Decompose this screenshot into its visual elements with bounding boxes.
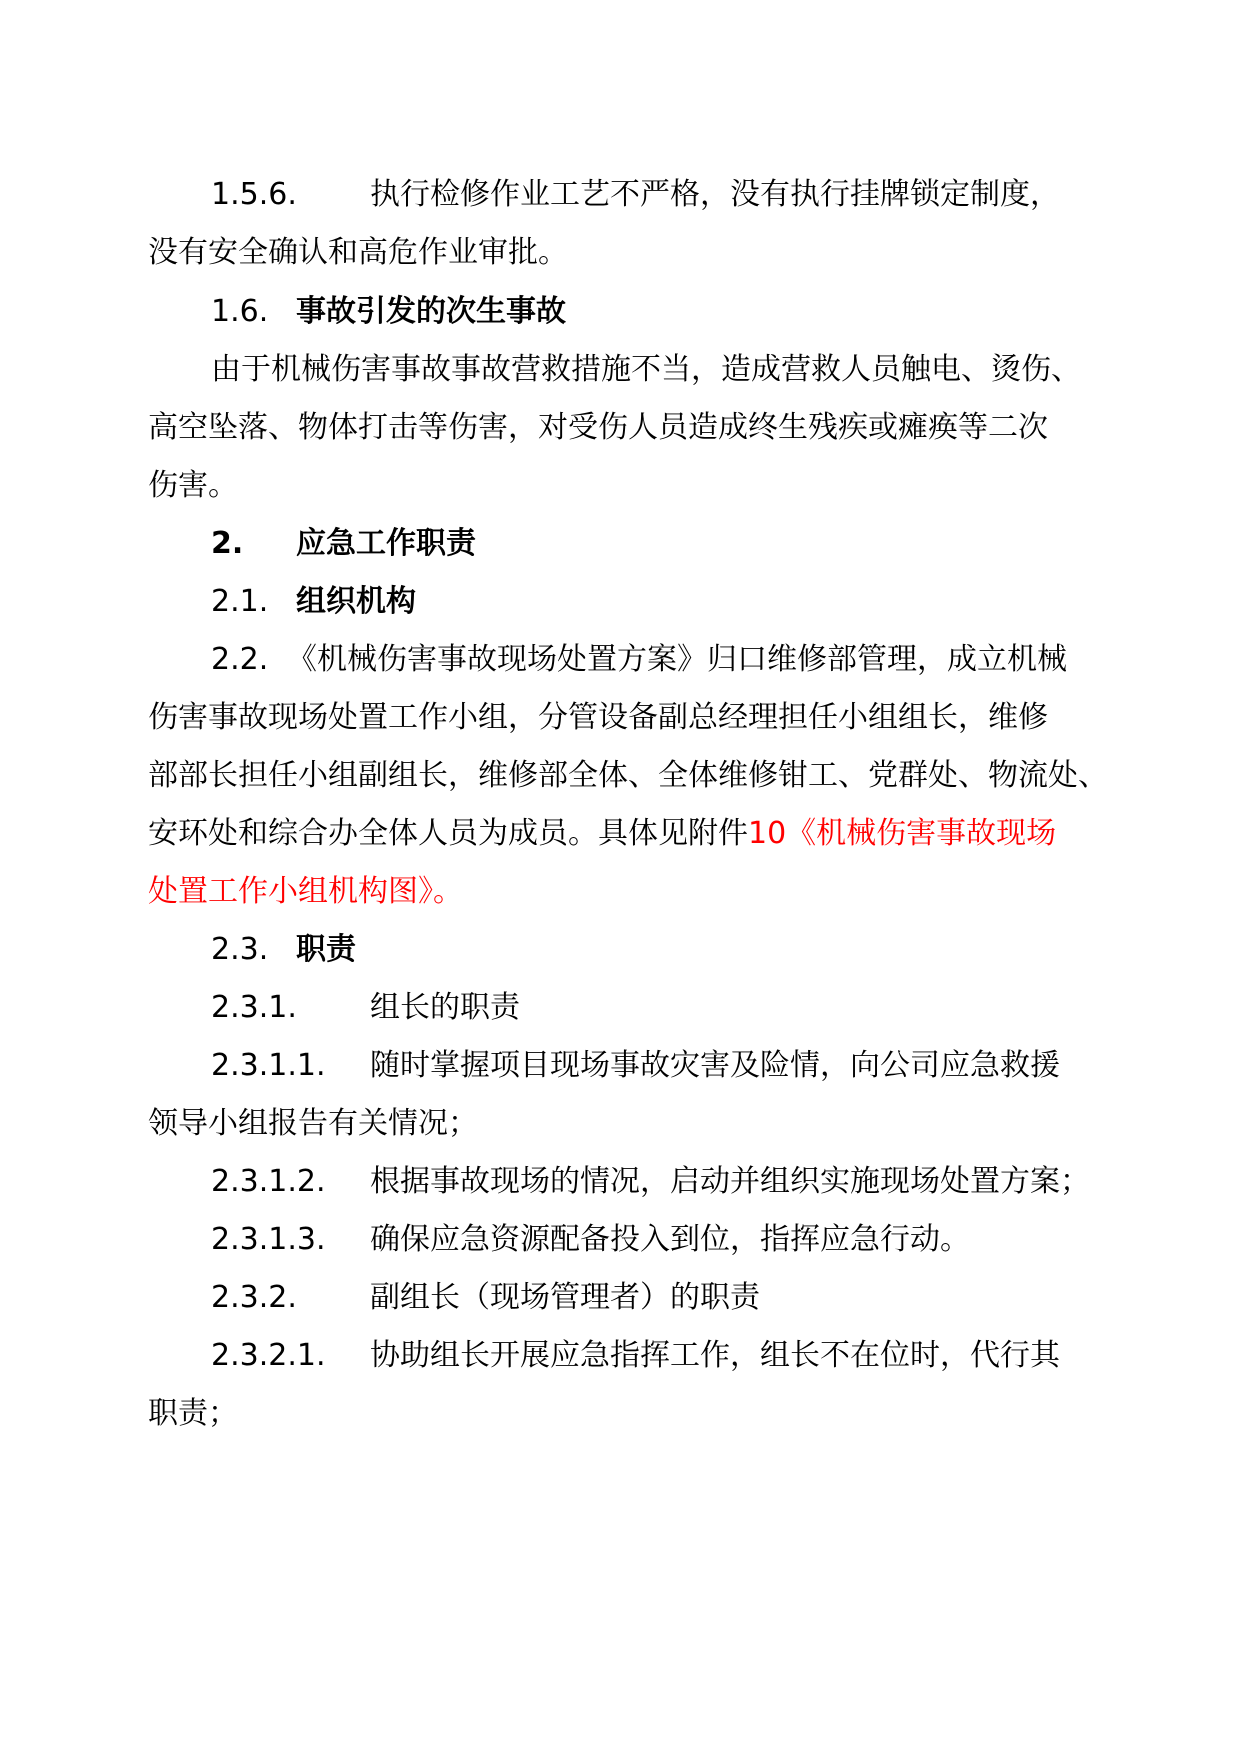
- paragraph-2-3-1-1-line-1: [211, 1041, 1191, 1091]
- heading-2-3: [211, 925, 1191, 975]
- paragraph-text: 没有安全确认和高危作业审批。: [148, 235, 568, 270]
- paragraph-2-3-1: [211, 983, 1191, 1033]
- heading-1-6: [211, 287, 1191, 337]
- heading-title: 职责: [296, 932, 356, 967]
- section-number: 2.3.: [211, 932, 269, 967]
- paragraph-2-2-line-4: [148, 809, 1128, 859]
- paragraph-2-3-1-2: [211, 1157, 1191, 1207]
- heading-2-1: [211, 577, 1191, 627]
- paragraph-2-2-line-5: [148, 867, 1128, 917]
- paragraph-2-3-1-3: [211, 1215, 1191, 1265]
- paragraph-text: 协助组长开展应急指挥工作，组长不在位时，代行其: [370, 1338, 1060, 1373]
- paragraph-text: 副组长（现场管理者）的职责: [370, 1280, 760, 1315]
- section-number: 2.: [211, 526, 244, 561]
- paragraph-2-2-line-3: [148, 751, 1128, 801]
- paragraph-2-3-2-1-line-2: [148, 1389, 1128, 1439]
- paragraph-text: 职责；: [148, 1396, 238, 1431]
- attachment-reference: 处置工作小组机构图》。: [148, 874, 463, 909]
- heading-2: [211, 519, 1191, 569]
- paragraph-1-6-line-1: [211, 345, 1191, 395]
- paragraph-1-5-6-line-2: [148, 228, 1128, 278]
- section-number: 2.3.2.: [211, 1280, 297, 1315]
- paragraph-text: 执行检修作业工艺不严格，没有执行挂牌锁定制度，: [370, 177, 1060, 212]
- heading-title: 应急工作职责: [296, 526, 476, 561]
- paragraph-text: 部部长担任小组副组长，维修部全体、全体维修钳工、党群处、物流处、: [148, 758, 1108, 793]
- section-number: 2.1.: [211, 584, 269, 619]
- section-number: 2.3.1.3.: [211, 1222, 326, 1257]
- paragraph-text: 随时掌握项目现场事故灾害及险情，向公司应急救援: [370, 1048, 1060, 1083]
- section-number: 2.3.1.2.: [211, 1164, 326, 1199]
- heading-title: 组织机构: [296, 584, 416, 619]
- paragraph-text: 伤害事故现场处置工作小组，分管设备副总经理担任小组组长，维修: [148, 700, 1048, 735]
- paragraph-2-3-2: [211, 1273, 1191, 1323]
- attachment-reference: 10《机械伤害事故现场: [748, 816, 1057, 851]
- paragraph-text: 组长的职责: [370, 990, 520, 1025]
- paragraph-2-2-line-1: [211, 635, 1191, 685]
- paragraph-text: 高空坠落、物体打击等伤害，对受伤人员造成终生残疾或瘫痪等二次: [148, 410, 1048, 445]
- section-number: 2.3.1.: [211, 990, 297, 1025]
- paragraph-text: 根据事故现场的情况，启动并组织实施现场处置方案；: [370, 1164, 1090, 1199]
- paragraph-text: 《机械伤害事故现场处置方案》归口维修部管理，成立机械: [287, 642, 1067, 677]
- section-number: 1.5.6.: [211, 177, 297, 212]
- paragraph-text: 伤害。: [148, 468, 238, 503]
- paragraph-text: 确保应急资源配备投入到位，指挥应急行动。: [370, 1222, 970, 1257]
- paragraph-1-5-6-line-1: [211, 170, 1191, 220]
- section-number: 2.3.2.1.: [211, 1338, 326, 1373]
- paragraph-2-2-line-2: [148, 693, 1128, 743]
- paragraph-text: 由于机械伤害事故事故营救措施不当，造成营救人员触电、烫伤、: [211, 352, 1081, 387]
- section-number: 2.2.: [211, 642, 269, 677]
- heading-title: 事故引发的次生事故: [296, 294, 566, 329]
- paragraph-text: 领导小组报告有关情况；: [148, 1106, 478, 1141]
- section-number: 1.6.: [211, 294, 269, 329]
- paragraph-1-6-line-2: [148, 403, 1128, 453]
- section-number: 2.3.1.1.: [211, 1048, 326, 1083]
- paragraph-2-3-1-1-line-2: [148, 1099, 1128, 1149]
- paragraph-1-6-line-3: [148, 461, 1128, 511]
- paragraph-text: 安环处和综合办全体人员为成员。具体见附件: [148, 816, 748, 851]
- paragraph-2-3-2-1-line-1: [211, 1331, 1191, 1381]
